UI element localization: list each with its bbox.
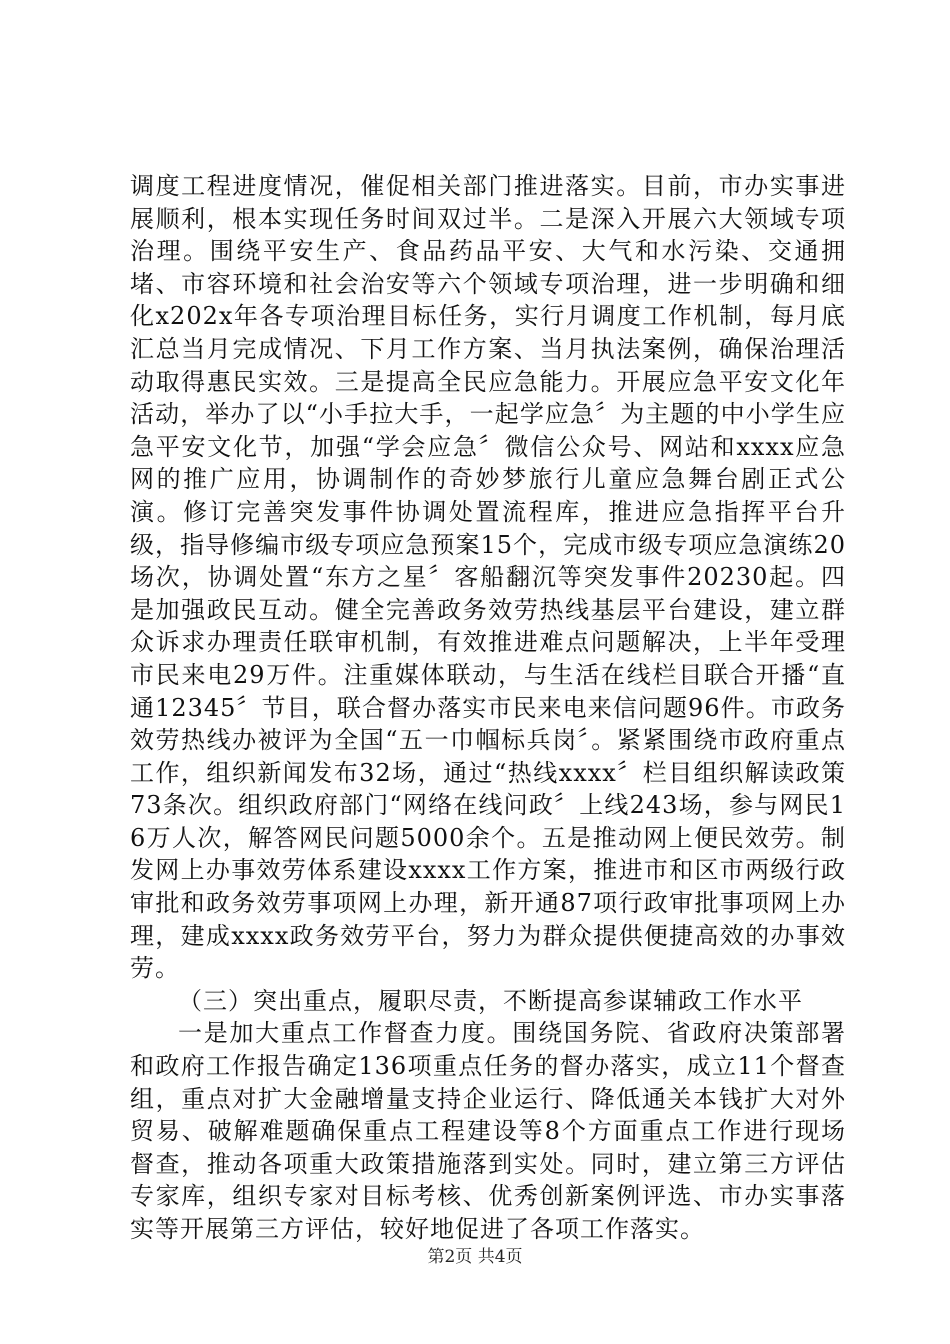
document-body <box>130 170 846 1246</box>
paragraph-indented: 一是加大重点工作督查力度。围绕国务院、省政府决策部署和政府工作报告确定136项重点任务的督办落实，成立11个督查组，重点对扩大金融增量支持企业运行、降低通关本钱扩大对外贸易、破解难题确保重点工程建设等8个方面重点工作进行现场督查，推动各项重大政策措施落到实处。同时，建立第三方评估专家库，组织专家对目标考核、优秀创新案例评选、市办实事落实等开展第三方评估，较好地促进了各项工作落实。 <box>130 1019 846 1243</box>
page-number-footer: 第2页 共4页 <box>427 1247 523 1267</box>
paragraph-continuation: 调度工程进度情况，催促相关部门推进落实。目前，市办实事进展顺利，根本实现任务时间双过半。二是深入开展六大领域专项治理。围绕平安生产、食品药品平安、大气和水污染、交通拥堵、市容环境和社会治安等六个领域专项治理，进一步明确和细化x202x年各专项治理目标任务，实行月调度工作机制，每月底汇总当月完成情况、下月工作方案、当月执法案例，确保治理活动取得惠民实效。三是提高全民应急能力。开展应急平安文化年活动，举办了以“小手拉大手，一起学应急〞为主题的中小学生应急平安文化节，加强“学会应急〞微信公众号、网站和xxxx应急网的推广应用，协调制作的奇妙梦旅行儿童应急舞台剧正式公演。修订完善突发事件协调处置流程库，推进应急指挥平台升级，指导修编市级专项应急预案15个，完成市级专项应急演练20场次，协调处置“东方之星〞客船翻沉等突发事件20230起。四是加强政民互动。健全完善政务效劳热线基层平台建设，建立群众诉求办理责任联审机制，有效推进难点问题解决，上半年受理市民来电29万件。注重媒体联动，与生活在线栏目联合开播“直通12345〞节目，联合督办落实市民来电来信问题96件。市政务效劳热线办被评为全国“五一巾帼标兵岗〞。紧紧围绕市政府重点工作，组织新闻发布32场，通过“热线xxxx〞栏目组织解读政策73条次。组织政府部门“网络在线问政〞上线243场，参与网民16万人次，解答网民问题5000余个。五是推动网上便民效劳。制发网上办事效劳体系建设xxxx工作方案，推进市和区市两级行政审批和政务效劳事项网上办理，新开通87项行政审批事项网上办理，建成xxxx政务效劳平台，努力为群众提供便捷高效的办事效劳。 <box>130 172 846 983</box>
section-heading: （三）突出重点，履职尽责，不断提高参谋辅政工作水平 <box>178 986 803 1015</box>
